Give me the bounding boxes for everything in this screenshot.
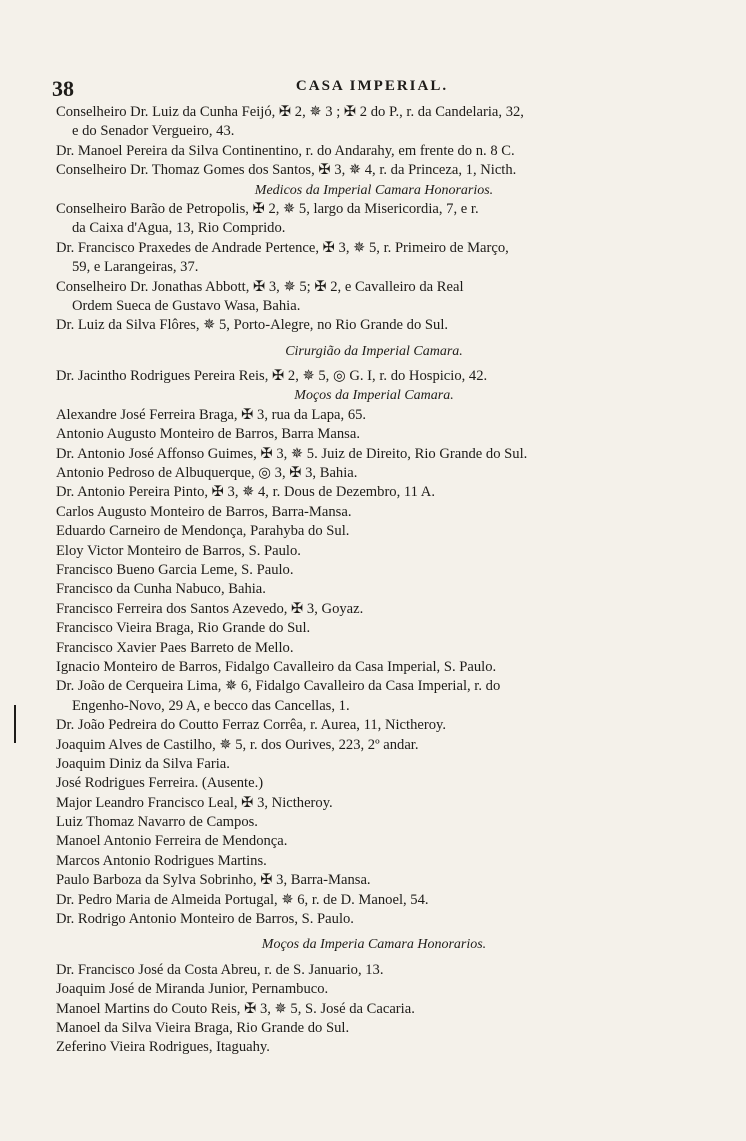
entry-line: Francisco Ferreira dos Santos Azevedo, ✠ 3, Goyaz. xyxy=(56,600,364,617)
page-body xyxy=(56,103,692,1058)
entry-line: e do Senador Vergueiro, 43. xyxy=(72,123,235,140)
running-title: CASA IMPERIAL. xyxy=(295,78,449,94)
entry-line: Dr. Pedro Maria de Almeida Portugal, ✵ 6, r. de D. Manoel, 54. xyxy=(56,891,429,908)
entry-line: Antonio Augusto Monteiro de Barros, Barra Mansa. xyxy=(56,426,360,443)
entry-line: Dr. João Pedreira do Coutto Ferraz Corrêa, r. Aurea, 11, Nictheroy. xyxy=(56,717,446,734)
entry-line: José Rodrigues Ferreira. (Ausente.) xyxy=(56,775,264,792)
section-heading: Moços da Imperial Camara. xyxy=(294,388,454,404)
entry-line: Dr. Manoel Pereira da Silva Continentino, r. do Andarahy, em frente do n. 8 C. xyxy=(56,142,515,159)
page-header xyxy=(52,76,692,100)
entry-line: Alexandre José Ferreira Braga, ✠ 3, rua da Lapa, 65. xyxy=(56,406,367,423)
section-heading: Moços da Imperia Camara Honorarios. xyxy=(261,937,487,953)
entry-line: 59, e Larangeiras, 37. xyxy=(72,259,199,276)
entry-line: Conselheiro Barão de Petropolis, ✠ 2, ✵ 5, largo da Misericordia, 7, e r. xyxy=(56,200,479,217)
entry-line: Joaquim Alves de Castilho, ✵ 5, r. dos Ourives, 223, 2º andar. xyxy=(56,736,419,753)
entry-line: Dr. Luiz da Silva Flôres, ✵ 5, Porto-Alegre, no Rio Grande do Sul. xyxy=(56,317,449,334)
entry-line: Joaquim José de Miranda Junior, Pernambuco. xyxy=(56,981,329,998)
entry-line: Manoel Martins do Couto Reis, ✠ 3, ✵ 5, S. José da Cacaria. xyxy=(56,1000,415,1017)
margin-mark xyxy=(14,705,16,743)
entry-line: Antonio Pedroso de Albuquerque, ◎ 3, ✠ 3, Bahia. xyxy=(56,465,358,482)
entry-line: Francisco Bueno Garcia Leme, S. Paulo. xyxy=(56,561,294,578)
entry-line: da Caixa d'Agua, 13, Rio Comprido. xyxy=(72,220,286,237)
entry-line: Manoel Antonio Ferreira de Mendonça. xyxy=(56,833,288,850)
page-number: 38 xyxy=(52,76,74,101)
entry-line: Paulo Barboza da Sylva Sobrinho, ✠ 3, Barra-Mansa. xyxy=(56,872,371,889)
entry-line: Dr. Jacintho Rodrigues Pereira Reis, ✠ 2, ✵ 5, ◎ G. I, r. do Hospicio, 42. xyxy=(56,368,488,385)
entry-line: Manoel da Silva Vieira Braga, Rio Grande do Sul. xyxy=(56,1019,350,1036)
entry-line: Dr. Rodrigo Antonio Monteiro de Barros, S. Paulo. xyxy=(56,911,354,928)
entry-line: Francisco da Cunha Nabuco, Bahia. xyxy=(56,581,266,598)
entry-line: Francisco Vieira Braga, Rio Grande do Sul. xyxy=(56,620,311,637)
entry-line: Major Leandro Francisco Leal, ✠ 3, Nictheroy. xyxy=(56,794,333,811)
entry-line: Conselheiro Dr. Luiz da Cunha Feijó, ✠ 2, ✵ 3 ; ✠ 2 do P., r. da Candelaria, 32, xyxy=(56,104,524,120)
entry-line: Ordem Sueca de Gustavo Wasa, Bahia. xyxy=(72,297,301,314)
entry-line: Joaquim Diniz da Silva Faria. xyxy=(56,755,230,772)
entry-line: Engenho-Novo, 29 A, e becco das Cancellas, 1. xyxy=(72,697,350,714)
entry-line: Dr. Antonio José Affonso Guimes, ✠ 3, ✵ 5. Juiz de Direito, Rio Grande do Sul. xyxy=(56,445,528,462)
entry-line: Marcos Antonio Rodrigues Martins. xyxy=(56,852,267,869)
section-heading: Cirurgião da Imperial Camara. xyxy=(285,343,463,359)
entry-line: Zeferino Vieira Rodrigues, Itaguahy. xyxy=(56,1039,270,1056)
section-heading: Medicos da Imperial Camara Honorarios. xyxy=(254,182,494,198)
entry-line: Luiz Thomaz Navarro de Campos. xyxy=(56,814,258,831)
entry-line: Eduardo Carneiro de Mendonça, Parahyba do Sul. xyxy=(56,523,350,540)
entry-line: Ignacio Monteiro de Barros, Fidalgo Cavalleiro da Casa Imperial, S. Paulo. xyxy=(56,658,497,675)
entry-line: Dr. Francisco Praxedes de Andrade Pertence, ✠ 3, ✵ 5, r. Primeiro de Março, xyxy=(56,239,509,256)
entry-line: Conselheiro Dr. Thomaz Gomes dos Santos, ✠ 3, ✵ 4, r. da Princeza, 1, Nicth. xyxy=(56,162,517,179)
entry-line: Dr. Antonio Pereira Pinto, ✠ 3, ✵ 4, r. Dous de Dezembro, 11 A. xyxy=(56,484,435,501)
entry-line: Conselheiro Dr. Jonathas Abbott, ✠ 3, ✵ 5; ✠ 2, e Cavalleiro da Real xyxy=(56,278,464,295)
entry-line: Dr. João de Cerqueira Lima, ✵ 6, Fidalgo Cavalleiro da Casa Imperial, r. do xyxy=(56,678,501,695)
entry-line: Dr. Francisco José da Costa Abreu, r. de S. Januario, 13. xyxy=(56,961,384,978)
entry-line: Eloy Victor Monteiro de Barros, S. Paulo. xyxy=(56,542,301,559)
entry-line: Francisco Xavier Paes Barreto de Mello. xyxy=(56,639,294,656)
entry-line: Carlos Augusto Monteiro de Barros, Barra-Mansa. xyxy=(56,503,352,520)
